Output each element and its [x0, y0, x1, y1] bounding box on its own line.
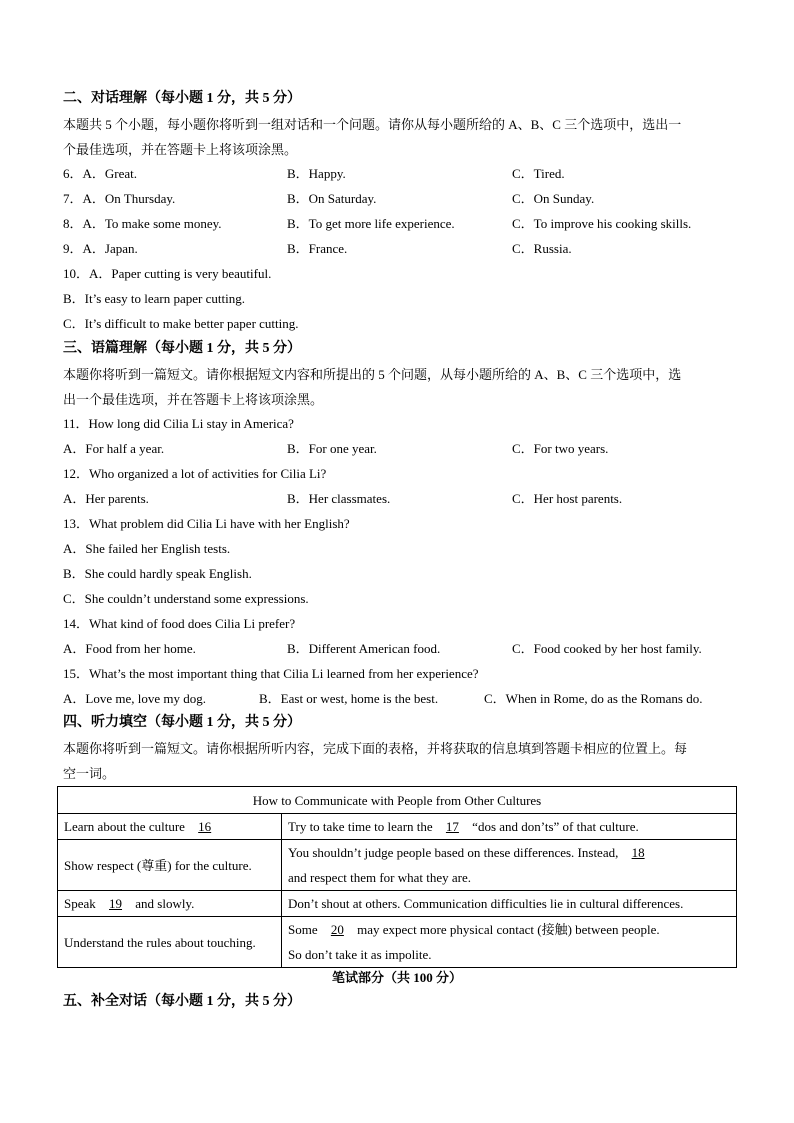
q13-question: 13．What problem did Cilia Li have with her English? — [63, 516, 350, 531]
table-title: How to Communicate with People from Other Cultures — [58, 787, 737, 814]
q12-option-a: A．Her parents. — [63, 491, 149, 506]
q10-option-b: B．It’s easy to learn paper cutting. — [63, 291, 245, 306]
q6-option-a: 6．A．Great. — [63, 166, 138, 181]
section-3-instruction-1: 本题你将听到一篇短文。请你根据短文内容和所提出的 5 个问题，从每小题所给的 A、B、C 三个选项中，选 — [63, 367, 682, 382]
q11-option-b: B．For one year. — [287, 441, 377, 456]
table-row — [58, 840, 737, 891]
q12-option-b: B．Her classmates. — [287, 491, 391, 506]
q10-option-c: C．It’s difficult to make better paper cutting. — [63, 316, 299, 331]
table-cell — [282, 814, 737, 840]
cell-text: Show respect (尊重) for the culture. — [64, 857, 252, 873]
table-row — [58, 917, 737, 968]
cell-text: Don’t shout at others. Communication difficulties lie in cultural differences. — [288, 896, 684, 911]
answer-blank-16: 16 — [198, 819, 212, 834]
q6-option-c: C．Tired. — [512, 166, 565, 181]
cell-text: Some — [288, 922, 318, 937]
table-title-row — [58, 787, 737, 814]
cell-text: “dos and don’ts” of that culture. — [472, 819, 639, 834]
table-cell — [282, 840, 737, 891]
section-2-instruction-2: 个最佳选项，并在答题卡上将该项涂黑。 — [63, 142, 298, 157]
q11-option-a: A．For half a year. — [63, 441, 165, 456]
cell-text: Try to take time to learn the — [288, 819, 433, 834]
cell-text: may expect more physical contact (接触) between people. — [357, 922, 660, 937]
cell-text: Speak — [64, 896, 96, 911]
q15-option-a: A．Love me, love my dog. — [63, 691, 206, 706]
q10-option-a: 10．A．Paper cutting is very beautiful. — [63, 266, 272, 281]
q12-option-c: C．Her host parents. — [512, 491, 623, 506]
q8-option-a: 8．A．To make some money. — [63, 216, 222, 231]
q14-option-c: C．Food cooked by her host family. — [512, 641, 702, 656]
q12-question: 12．Who organized a lot of activities for Cilia Li? — [63, 466, 327, 481]
cell-text: So don’t take it as impolite. — [288, 947, 432, 962]
q13-option-a: A．She failed her English tests. — [63, 541, 231, 556]
q15-option-b: B．East or west, home is the best. — [259, 691, 439, 706]
table-cell — [58, 814, 282, 840]
q11-question: 11．How long did Cilia Li stay in America? — [63, 416, 294, 431]
answer-blank-17: 17 — [445, 819, 459, 834]
section-4-instruction-2: 空一词。 — [63, 766, 116, 781]
q14-option-b: B．Different American food. — [287, 641, 441, 656]
table-cell — [58, 917, 282, 968]
answer-blank-18: 18 — [631, 845, 645, 860]
section-5-heading: 五、补全对话（每小题 1 分，共 5 分） — [63, 994, 301, 1009]
written-part-title: 笔试部分（共 100 分） — [331, 970, 462, 985]
q9-option-a: 9．A．Japan. — [63, 241, 138, 256]
cell-text: Understand the rules about touching. — [64, 934, 256, 950]
q14-option-a: A．Food from her home. — [63, 641, 196, 656]
table-row — [58, 814, 737, 840]
listening-fill-table — [57, 786, 737, 968]
q8-option-c: C．To improve his cooking skills. — [512, 216, 692, 231]
section-3-heading: 三、语篇理解（每小题 1 分，共 5 分） — [63, 341, 301, 356]
q13-option-c: C．She couldn’t understand some expressions. — [63, 591, 309, 606]
table-cell — [58, 891, 282, 917]
section-2-heading: 二、对话理解（每小题 1 分，共 5 分） — [63, 91, 301, 106]
table-cell — [282, 891, 737, 917]
answer-blank-20: 20 — [330, 922, 344, 937]
cell-text: Learn about the culture — [64, 819, 185, 834]
table-row — [58, 891, 737, 917]
q7-option-a: 7．A．On Thursday. — [63, 191, 176, 206]
q8-option-b: B．To get more life experience. — [287, 216, 455, 231]
q14-question: 14．What kind of food does Cilia Li prefer? — [63, 616, 296, 631]
section-4-instruction-1: 本题你将听到一篇短文。请你根据所听内容，完成下面的表格，并将获取的信息填到答题卡相应的位置上。每 — [63, 741, 688, 756]
table-cell — [282, 917, 737, 968]
q15-option-c: C．When in Rome, do as the Romans do. — [484, 691, 703, 706]
cell-text: and respect them for what they are. — [288, 870, 472, 885]
section-4-heading: 四、听力填空（每小题 1 分，共 5 分） — [63, 715, 301, 730]
cell-text: You shouldn’t judge people based on these differences. Instead, — [288, 845, 619, 860]
table-cell — [58, 840, 282, 891]
q6-option-b: B．Happy. — [287, 166, 346, 181]
answer-blank-19: 19 — [109, 896, 123, 911]
section-3-instruction-2: 出一个最佳选项，并在答题卡上将该项涂黑。 — [63, 392, 324, 407]
q9-option-b: B．France. — [287, 241, 348, 256]
q15-question: 15．What’s the most important thing that Cilia Li learned from her experience? — [63, 666, 479, 681]
section-2-instruction-1: 本题共 5 个小题，每小题你将听到一组对话和一个问题。请你从每小题所给的 A、B、C 三个选项中，选出一 — [63, 117, 682, 132]
q7-option-b: B．On Saturday. — [287, 191, 377, 206]
q13-option-b: B．She could hardly speak English. — [63, 566, 252, 581]
q9-option-c: C．Russia. — [512, 241, 572, 256]
cell-text: and slowly. — [135, 896, 195, 911]
q7-option-c: C．On Sunday. — [512, 191, 595, 206]
q11-option-c: C．For two years. — [512, 441, 609, 456]
